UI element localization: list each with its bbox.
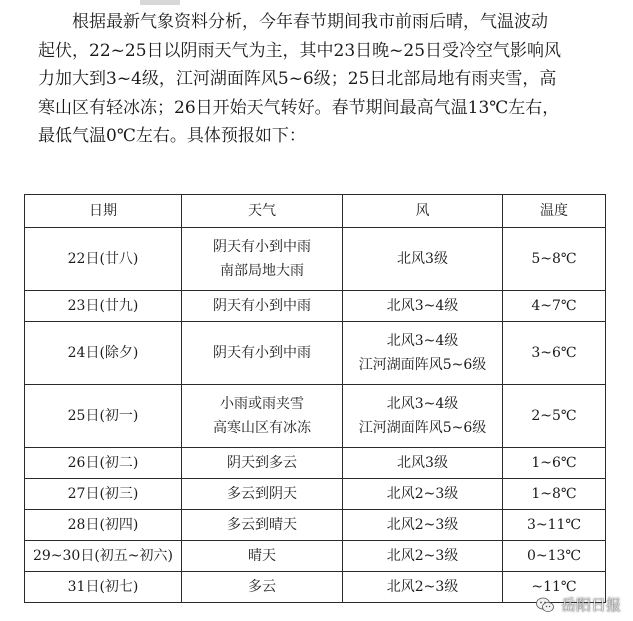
temperature-cell: 3~6℃ [503,322,606,385]
temperature-cell: 0~13℃ [503,541,606,572]
wind-line: 北风2~3级 [386,517,459,533]
weather-line: 阴天到多云 [227,455,297,471]
temperature-cell: 1~8℃ [503,479,606,510]
weather-line: 阴天有小到中雨 [213,345,311,361]
weather-line: 小雨或雨夹雪 [220,396,304,412]
weather-cell [182,322,343,385]
weather-line: 南部局地大雨 [220,263,304,279]
weather-line: 多云 [248,579,276,595]
temperature-cell: 3~11℃ [503,510,606,541]
weather-cell [182,448,343,479]
wind-line: 江河湖面阵风5~6级 [358,357,487,373]
weather-line: 阴天有小到中雨 [213,298,311,314]
wind-line: 北风3级 [397,251,448,267]
date-cell: 27日(初三) [25,479,182,510]
wind-cell [343,228,503,291]
date-cell: 28日(初四) [25,510,182,541]
column-header-date: 日期 [25,195,182,228]
column-header-wind: 风 [343,195,503,228]
wind-line: 北风2~3级 [386,548,459,564]
newspaper-watermark [535,594,621,615]
paragraph-line: 起伏，22~25日以阴雨天气为主，其中23日晚~25日受冷空气影响风 [38,40,562,61]
wind-line: 北风2~3级 [386,579,459,595]
date-cell: 25日(初一) [25,385,182,448]
wind-cell [343,291,503,322]
date-cell: 23日(廿九) [25,291,182,322]
temperature-cell: ~11℃ [503,572,606,603]
watermark-text: 岳阳日报 [560,596,621,614]
table-row [25,385,606,448]
wechat-logo-icon [535,595,555,615]
weather-line: 阴天有小到中雨 [213,239,311,255]
weather-cell [182,228,343,291]
date-cell: 24日(除夕) [25,322,182,385]
paragraph-line: 最低气温0℃左右。具体预报如下： [38,126,306,146]
table-row [25,572,606,603]
wind-line: 北风3~4级 [386,333,459,349]
weather-cell [182,385,343,448]
wind-line: 北风3~4级 [386,396,459,412]
weather-line: 高寒山区有冰冻 [213,420,311,436]
forecast-summary-paragraph [38,8,606,151]
wind-cell [343,385,503,448]
column-header-weather: 天气 [182,195,343,228]
paragraph-line: 根据最新气象资料分析，今年春节期间我市前雨后晴，气温波动 [72,12,548,32]
paragraph-line: 力加大到3~4级，江河湖面阵风5~6级；25日北部局地有雨夹雪，高 [38,69,557,89]
weather-cell [182,291,343,322]
date-cell: 22日(廿八) [25,228,182,291]
table-header-row [25,195,606,228]
weather-line: 多云到晴天 [227,517,297,533]
table-row [25,448,606,479]
column-header-temperature: 温度 [503,195,606,228]
table-row [25,510,606,541]
date-cell: 31日(初七) [25,572,182,603]
wind-line: 北风3~4级 [386,298,459,314]
weather-cell [182,479,343,510]
temperature-cell: 1~6℃ [503,448,606,479]
wind-cell [343,448,503,479]
weather-cell [182,510,343,541]
table-row [25,541,606,572]
table-row [25,291,606,322]
date-cell: 29~30日(初五~初六) [25,541,182,572]
wind-cell [343,322,503,385]
top-edge-mark [140,0,180,5]
weather-cell [182,572,343,603]
weather-line: 多云到阴天 [227,486,297,502]
wind-cell [343,479,503,510]
wind-cell [343,541,503,572]
weather-line: 晴天 [248,548,276,564]
temperature-cell: 4~7℃ [503,291,606,322]
forecast-table [24,194,606,603]
paragraph-line: 寒山区有轻冰冻；26日开始天气转好。春节期间最高气温13℃左右， [38,97,560,118]
table-row [25,322,606,385]
date-cell: 26日(初二) [25,448,182,479]
wind-line: 北风3级 [397,455,448,471]
wind-cell [343,572,503,603]
temperature-cell: 5~8℃ [503,228,606,291]
table-row [25,479,606,510]
wind-line: 北风2~3级 [386,486,459,502]
wind-cell [343,510,503,541]
table-row [25,228,606,291]
temperature-cell: 2~5℃ [503,385,606,448]
weather-cell [182,541,343,572]
wind-line: 江河湖面阵风5~6级 [358,420,487,436]
